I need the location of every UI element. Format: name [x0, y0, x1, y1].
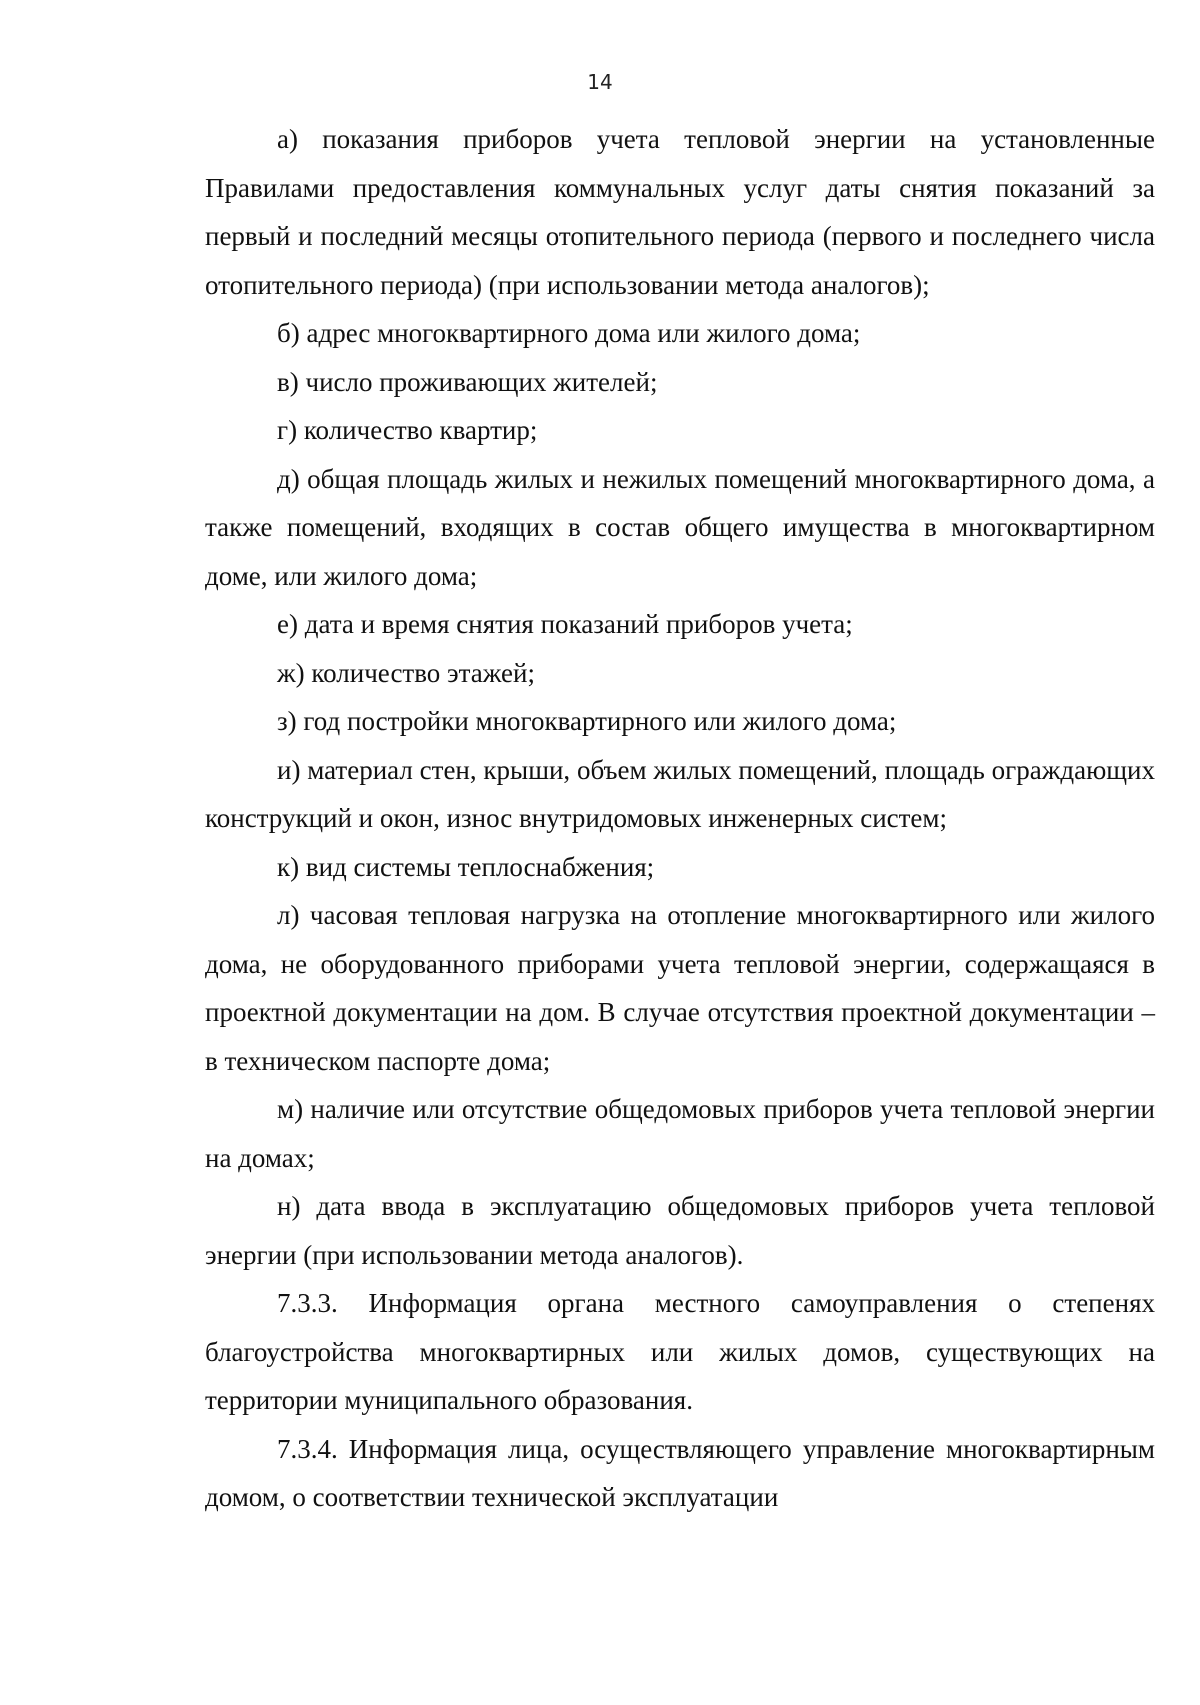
page-number: 14 [587, 70, 613, 94]
list-item-g: г) количество квартир; [277, 415, 538, 445]
list-item-e: е) дата и время снятия показаний приборов учета; [277, 609, 853, 639]
list-item-n: н) дата ввода в эксплуатацию общедомовых приборов учета тепловой энергии (при использовании метода аналогов). [205, 1191, 1155, 1270]
list-item-b: б) адрес многоквартирного дома или жилого дома; [277, 318, 861, 348]
list-item-m: м) наличие или отсутствие общедомовых приборов учета тепловой энергии на домах; [205, 1094, 1155, 1173]
list-item-a: а) показания приборов учета тепловой энергии на установленные Правилами предоставления коммунальных услуг даты снятия показаний за первый и последний месяцы отопительного периода (первого и последнего числа отопительного периода) (при использовании метода аналогов); [205, 124, 1155, 300]
list-item-k: к) вид системы теплоснабжения; [277, 851, 655, 882]
list-item-z: з) год постройки многоквартирного или жилого дома; [277, 706, 897, 736]
section-7-3-4: 7.3.4. Информация лица, осуществляющего управление многоквартирным домом, о соответствии технической эксплуатации [205, 1433, 1155, 1512]
list-item-l: л) часовая тепловая нагрузка на отопление многоквартирного или жилого дома, не оборудованного приборами учета тепловой энергии, содержащаяся в проектной документации на дом. В случае отсутствия проектной документации – в техническом паспорте дома; [205, 900, 1155, 1076]
list-item-i: и) материал стен, крыши, объем жилых помещений, площадь ограждающих конструкций и окон, износ внутридомовых инженерных систем; [205, 754, 1155, 833]
list-item-zh: ж) количество этажей; [277, 657, 535, 688]
list-item-v: в) число проживающих жителей; [277, 366, 658, 397]
document-body [205, 115, 1155, 1522]
section-7-3-3: 7.3.3. Информация органа местного самоуправления о степенях благоустройства многоквартирных или жилых домов, существующих на территории муниципального образования. [205, 1288, 1155, 1415]
list-item-d: д) общая площадь жилых и нежилых помещений многоквартирного дома, а также помещений, входящих в состав общего имущества в многоквартирном доме, или жилого дома; [205, 463, 1155, 591]
